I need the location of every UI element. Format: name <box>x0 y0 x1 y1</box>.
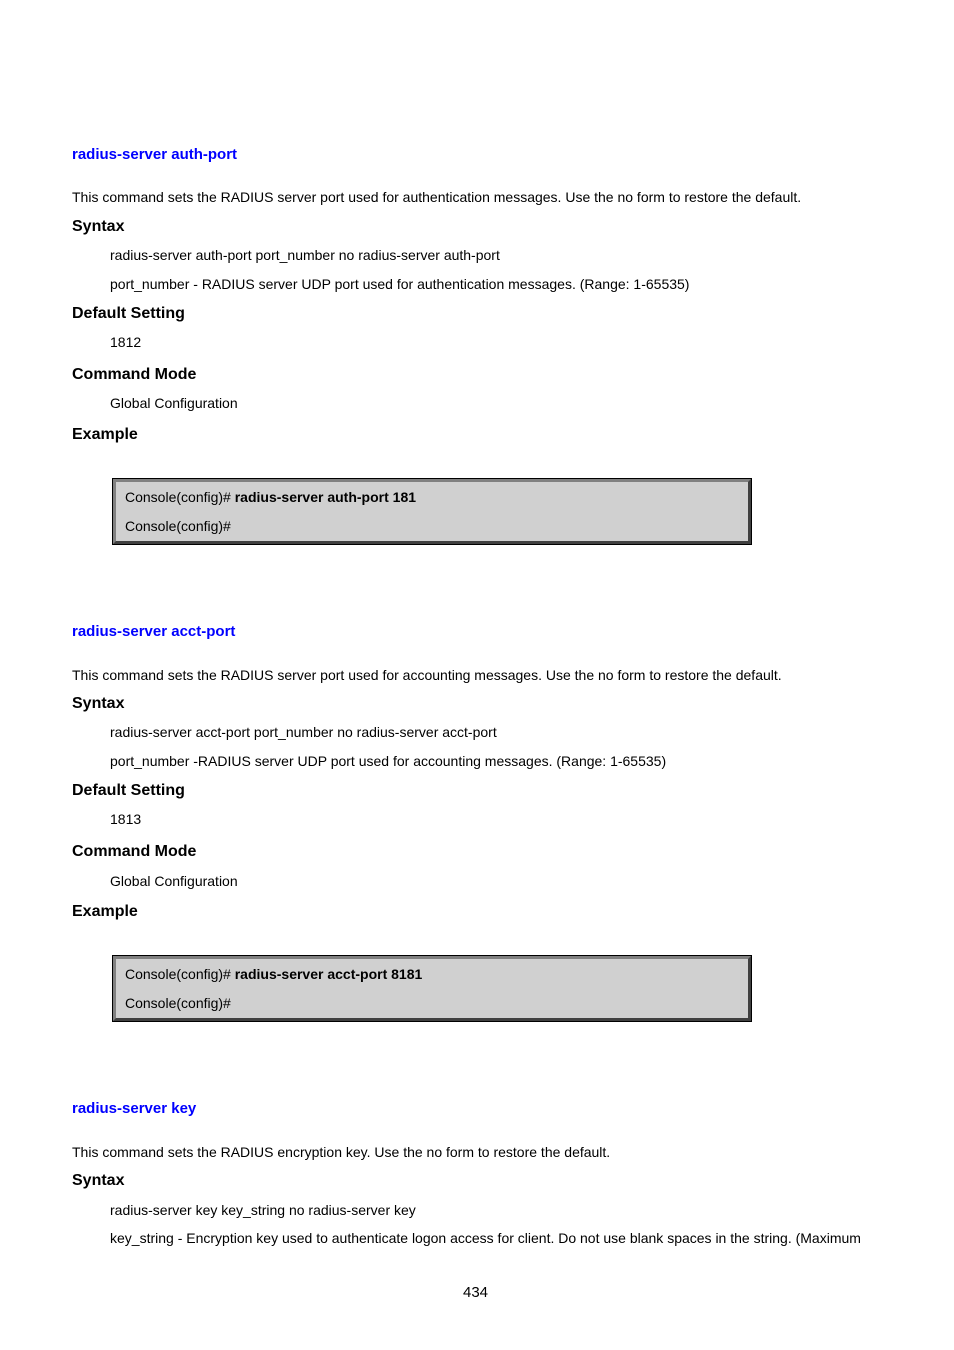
page-number: 434 <box>463 1284 489 1301</box>
section-heading: radius-server key <box>72 1100 197 1117</box>
section-description: This command sets the RADIUS server port used for accounting messages. Use the no form to restore the default. <box>72 667 782 683</box>
console-line <box>125 489 416 505</box>
section-description: This command sets the RADIUS encryption key. Use the no form to restore the default. <box>72 1144 611 1160</box>
section-heading: radius-server auth-port <box>72 146 238 163</box>
parameter-line: port_number - RADIUS server UDP port used for authentication messages. (Range: 1-65535) <box>110 276 690 292</box>
command-mode-label: Command Mode <box>72 843 197 860</box>
console-command: radius-server acct-port 8181 <box>234 966 423 982</box>
console-prompt: Console(config)# <box>125 518 231 534</box>
default-setting-value: 1813 <box>110 811 142 827</box>
parameter-line: key_string - Encryption key used to authenticate logon access for client. Do not use blank spaces in the string. (Maximum <box>110 1230 861 1246</box>
syntax-label: Syntax <box>72 695 125 712</box>
command-mode-value: Global Configuration <box>110 873 238 889</box>
console-prompt: Console(config)# <box>125 489 235 505</box>
console-example-box <box>113 479 751 544</box>
parameter-line: port_number -RADIUS server UDP port used for accounting messages. (Range: 1-65535) <box>110 753 667 769</box>
example-label: Example <box>72 426 138 443</box>
console-prompt: Console(config)# <box>125 966 235 982</box>
default-setting-label: Default Setting <box>72 782 185 799</box>
section-description: This command sets the RADIUS server port used for authentication messages. Use the no form to restore the default. <box>72 189 802 205</box>
console-example-box <box>113 956 751 1021</box>
syntax-line: radius-server acct-port port_number no radius-server acct-port <box>110 724 497 740</box>
syntax-label: Syntax <box>72 1172 125 1189</box>
default-setting-value: 1812 <box>110 334 142 350</box>
console-command: radius-server auth-port 181 <box>234 489 417 505</box>
syntax-line: radius-server auth-port port_number no radius-server auth-port <box>110 247 500 263</box>
default-setting-label: Default Setting <box>72 305 185 322</box>
command-mode-value: Global Configuration <box>110 395 238 411</box>
example-label: Example <box>72 903 138 920</box>
command-mode-label: Command Mode <box>72 366 197 383</box>
section-heading: radius-server acct-port <box>72 623 236 640</box>
syntax-label: Syntax <box>72 218 125 235</box>
syntax-line: radius-server key key_string no radius-server key <box>110 1202 416 1218</box>
console-prompt: Console(config)# <box>125 995 231 1011</box>
console-line <box>125 966 422 982</box>
